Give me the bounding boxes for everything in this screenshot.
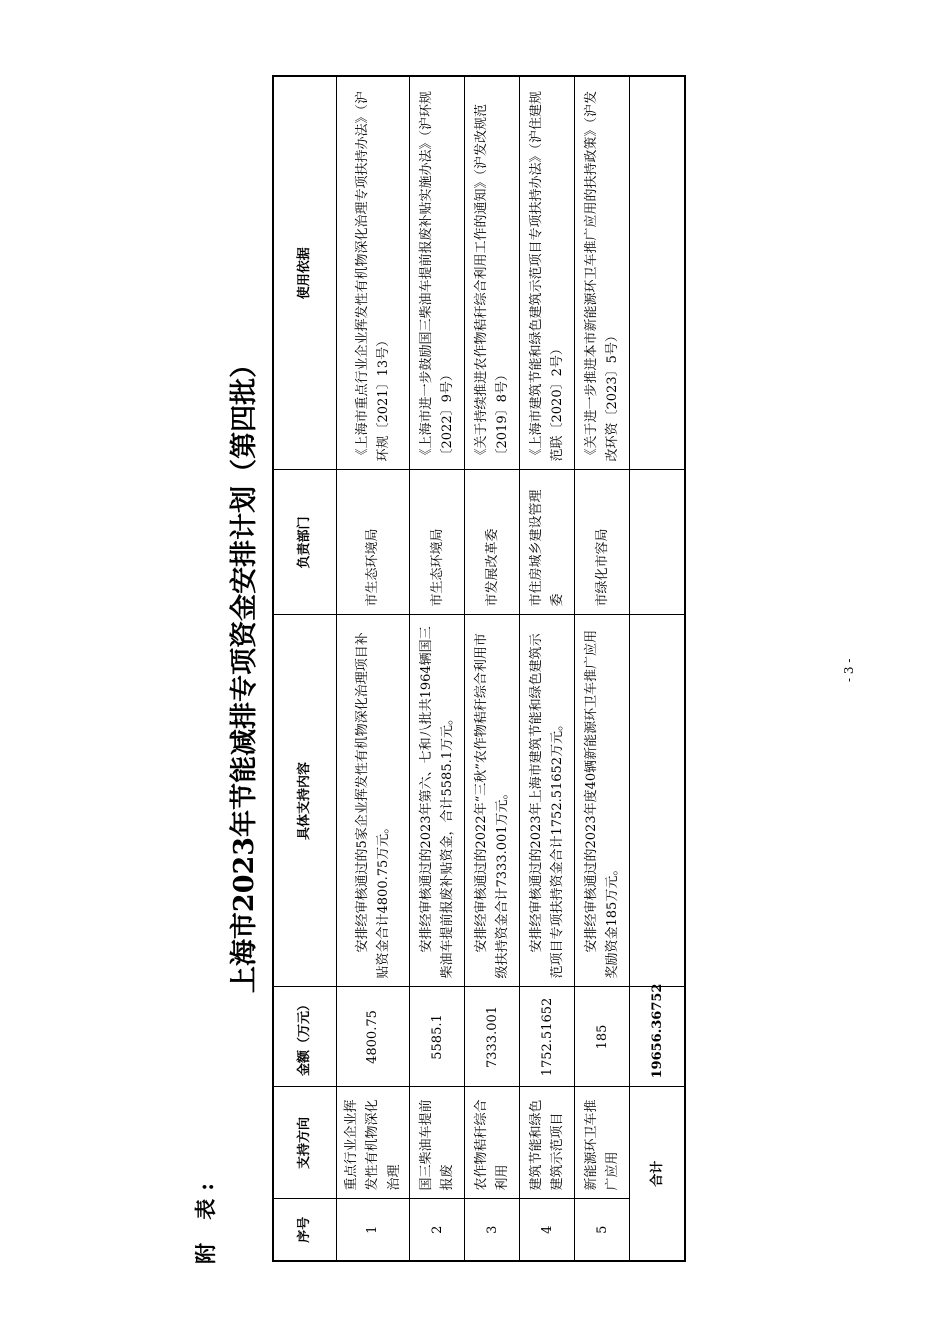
row-basis: 《关于持续推进农作物秸秆综合利用工作的通知》（沪发改规范〔2019〕8号） xyxy=(465,76,520,470)
page-number: - 3 - xyxy=(842,658,856,682)
row-department: 市绿化市容局 xyxy=(575,470,630,615)
total-empty-cell xyxy=(630,470,686,615)
row-content: 安排经审核通过的2023年度40辆新能源环卫车推广应用奖励资金185万元。 xyxy=(575,615,630,987)
row-direction: 农作物秸秆综合利用 xyxy=(465,1087,520,1199)
row-department: 市住房城乡建设管理委 xyxy=(520,470,575,615)
header-direction: 支持方向 xyxy=(273,1087,337,1199)
row-basis: 《上海市建筑节能和绿色建筑示范项目专项扶持办法》（沪住建规范联〔2020〕2号） xyxy=(520,76,575,470)
row-index: 4 xyxy=(520,1199,575,1261)
row-index: 5 xyxy=(575,1199,630,1261)
row-direction: 建筑节能和绿色建筑示范项目 xyxy=(520,1087,575,1199)
row-amount: 5585.1 xyxy=(410,987,465,1087)
row-amount: 1752.51652 xyxy=(520,987,575,1087)
row-department: 市生态环境局 xyxy=(410,470,465,615)
page-title: 上海市2023年节能减排专项资金安排计划（第四批） xyxy=(229,350,260,994)
attachment-label: 附 表: xyxy=(193,1174,218,1264)
table-header-row xyxy=(273,76,337,1261)
row-content: 安排经审核通过的2023年第六、七和八批共1964辆国三柴油车提前报废补贴资金，合计5585.1万元。 xyxy=(410,615,465,987)
row-basis: 《上海市重点行业企业挥发性有机物深化治理专项扶持办法》（沪环规〔2021〕13号） xyxy=(337,76,410,470)
row-direction: 国三柴油车提前报废 xyxy=(410,1087,465,1199)
row-index: 3 xyxy=(465,1199,520,1261)
header-content: 具体支持内容 xyxy=(273,615,337,987)
header-basis: 使用依据 xyxy=(273,76,337,470)
header-department: 负责部门 xyxy=(273,470,337,615)
total-empty-cell xyxy=(630,76,686,470)
table-row xyxy=(337,76,410,1261)
row-content: 安排经审核通过的2023年上海市建筑节能和绿色建筑示范项目专项扶持资金合计1752.51652万元。 xyxy=(520,615,575,987)
header-amount: 金额（万元） xyxy=(273,987,337,1087)
row-department: 市发展改革委 xyxy=(465,470,520,615)
total-label: 合计 xyxy=(630,1087,686,1261)
table-row xyxy=(465,76,520,1261)
row-index: 2 xyxy=(410,1199,465,1261)
row-basis: 《关于进一步推进本市新能源环卫车推广应用的扶持政策》（沪发改环资〔2023〕5号） xyxy=(575,76,630,470)
header-index: 序号 xyxy=(273,1199,337,1261)
total-empty-cell xyxy=(630,615,686,987)
row-amount: 185 xyxy=(575,987,630,1087)
row-index: 1 xyxy=(337,1199,410,1261)
row-amount: 7333.001 xyxy=(465,987,520,1087)
table-row xyxy=(575,76,630,1261)
total-amount: 19656.36752 xyxy=(630,987,686,1087)
row-basis: 《上海市进一步鼓励国三柴油车提前报废补贴实施办法》（沪环规〔2022〕9号） xyxy=(410,76,465,470)
row-direction: 新能源环卫车推广应用 xyxy=(575,1087,630,1199)
row-content: 安排经审核通过的2022年“三秋”农作物秸秆综合利用市级扶持资金合计7333.001万元。 xyxy=(465,615,520,987)
row-amount: 4800.75 xyxy=(337,987,410,1087)
row-department: 市生态环境局 xyxy=(337,470,410,615)
row-direction: 重点行业企业挥发性有机物深化治理 xyxy=(337,1087,410,1199)
table-total-row xyxy=(630,76,686,1261)
table-row xyxy=(410,76,465,1261)
table-row xyxy=(520,76,575,1261)
row-content: 安排经审核通过的5家企业挥发性有机物深化治理项目补贴资金合计4800.75万元。 xyxy=(337,615,410,987)
funding-plan-table xyxy=(272,75,686,1262)
